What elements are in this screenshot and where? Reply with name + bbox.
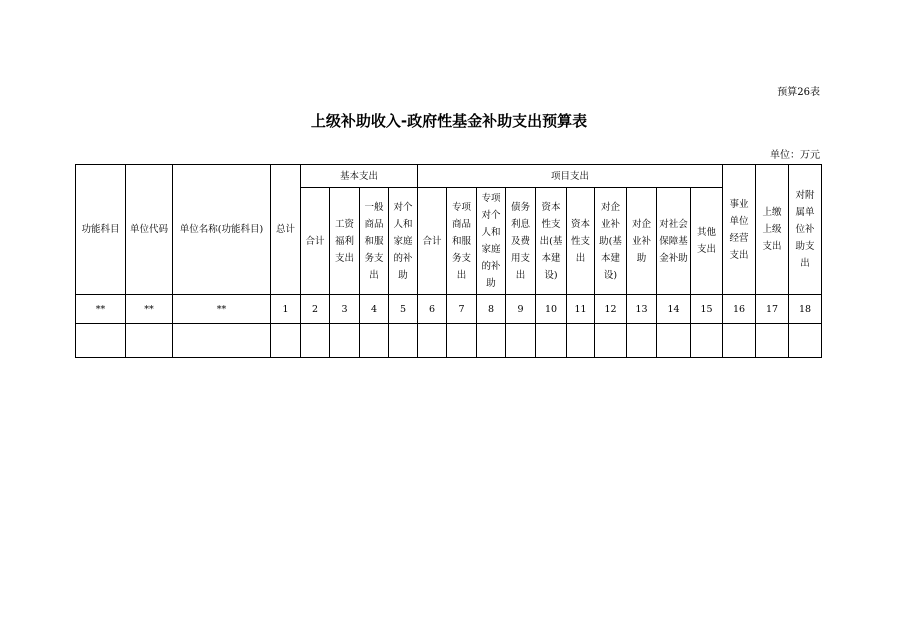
empty-cell (595, 324, 627, 358)
header-func-subject: 功能科目 (76, 165, 126, 295)
header-project-total: 合计 (418, 188, 447, 295)
index-cell: 10 (536, 295, 567, 324)
header-enterprise: 对企业补助 (627, 188, 657, 295)
header-subsidiary: 对附属单位补助支出 (789, 165, 822, 295)
empty-cell (536, 324, 567, 358)
index-cell: 6 (418, 295, 447, 324)
index-cell: 4 (360, 295, 389, 324)
header-project-group: 项目支出 (418, 165, 723, 188)
header-capital: 资本性支出 (567, 188, 595, 295)
empty-cell (567, 324, 595, 358)
index-cell: 12 (595, 295, 627, 324)
header-upper: 上缴上级支出 (756, 165, 789, 295)
header-unit-name: 单位名称(功能科目) (173, 165, 271, 295)
index-cell: 15 (691, 295, 723, 324)
page-title: 上级补助收入-政府性基金补助支出预算表 (310, 112, 588, 130)
header-individual: 对个人和家庭的补助 (389, 188, 418, 295)
header-business: 事业单位经营支出 (723, 165, 756, 295)
empty-cell (506, 324, 536, 358)
empty-cell (301, 324, 330, 358)
index-row (76, 295, 822, 324)
index-cell: 7 (447, 295, 477, 324)
header-social-security: 对社会保障基金补助 (657, 188, 691, 295)
unit-label: 单位：万元 (770, 150, 820, 161)
index-cell: 11 (567, 295, 595, 324)
empty-cell (627, 324, 657, 358)
header-salary: 工资福利支出 (330, 188, 360, 295)
empty-cell (389, 324, 418, 358)
index-cell: 16 (723, 295, 756, 324)
empty-cell (360, 324, 389, 358)
budget-table (75, 164, 822, 358)
empty-cell (330, 324, 360, 358)
empty-cell (691, 324, 723, 358)
empty-cell (271, 324, 301, 358)
empty-cell (173, 324, 271, 358)
index-cell: 5 (389, 295, 418, 324)
index-cell: 1 (271, 295, 301, 324)
index-cell: 14 (657, 295, 691, 324)
header-special-goods: 专项商品和服务支出 (447, 188, 477, 295)
header-total: 总计 (271, 165, 301, 295)
empty-cell (477, 324, 506, 358)
empty-cell (126, 324, 173, 358)
index-cell: 8 (477, 295, 506, 324)
index-cell: ** (173, 295, 271, 324)
header-goods: 一般商品和服务支出 (360, 188, 389, 295)
header-special-individual: 专项对个人和家庭的补助 (477, 188, 506, 295)
index-cell: 13 (627, 295, 657, 324)
index-cell: 2 (301, 295, 330, 324)
header-enterprise-basic: 对企业补助(基本建设) (595, 188, 627, 295)
empty-cell (756, 324, 789, 358)
index-cell: ** (126, 295, 173, 324)
index-cell: ** (76, 295, 126, 324)
index-cell: 18 (789, 295, 822, 324)
empty-cell (789, 324, 822, 358)
empty-cell (657, 324, 691, 358)
index-cell: 17 (756, 295, 789, 324)
header-capital-basic: 资本性支出(基本建设) (536, 188, 567, 295)
empty-cell (447, 324, 477, 358)
header-basic-total: 合计 (301, 188, 330, 295)
empty-data-row (76, 324, 822, 358)
empty-cell (723, 324, 756, 358)
table-number: 预算26表 (777, 87, 820, 98)
index-cell: 3 (330, 295, 360, 324)
header-basic-group: 基本支出 (301, 165, 418, 188)
index-cell: 9 (506, 295, 536, 324)
empty-cell (76, 324, 126, 358)
header-debt: 债务利息及费用支出 (506, 188, 536, 295)
header-unit-code: 单位代码 (126, 165, 173, 295)
empty-cell (418, 324, 447, 358)
header-other: 其他支出 (691, 188, 723, 295)
